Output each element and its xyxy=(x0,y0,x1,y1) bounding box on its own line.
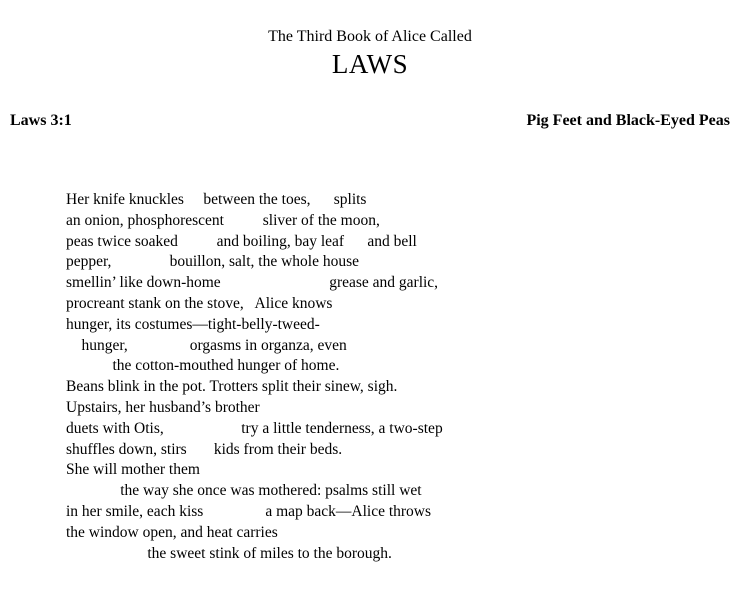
poem-line xyxy=(66,398,686,419)
poem-line-segment: in her smile, each kiss xyxy=(66,502,204,520)
book-title: The Third Book of Alice Called xyxy=(268,28,472,45)
poem-line-segment: shuffles down, stirs xyxy=(66,440,187,458)
poem-line-segment: and boiling, bay leaf xyxy=(216,232,345,250)
poem-line-segment: procreant stank on the stove, xyxy=(66,294,244,312)
poem-line-segment: splits xyxy=(333,191,367,208)
poem-line-segment: between the toes, xyxy=(203,191,311,208)
book-name: LAWS xyxy=(331,49,409,79)
poem-line-segment: hunger, its costumes—tight-belly-tweed- xyxy=(66,315,320,333)
poem-line-segment: Upstairs, her husband’s brother xyxy=(66,398,260,416)
poem-line-segment: a map back—Alice throws xyxy=(265,502,432,520)
poem-line xyxy=(66,315,686,336)
poem-line xyxy=(66,294,686,315)
poem-line-segment: the way she once was mothered: psalms still wet xyxy=(120,482,422,500)
poem-line-segment: an onion, phosphorescent xyxy=(66,211,224,229)
poem-line-segment: the cotton-mouthed hunger of home. xyxy=(112,357,340,375)
section-label: Laws 3:1 xyxy=(10,112,72,129)
poem-line-segment: peas twice soaked xyxy=(66,232,178,250)
poem-line-segment: grease and garlic, xyxy=(329,274,439,292)
poem-line-segment: hunger, xyxy=(81,336,128,354)
poem-line-segment: smellin’ like down-home xyxy=(66,274,221,292)
poem-line xyxy=(66,544,686,565)
poem-line xyxy=(66,211,686,232)
poem-line-segment: the sweet stink of miles to the borough. xyxy=(147,544,392,562)
poem-line-segment: orgasms in organza, even xyxy=(189,336,347,354)
poem-line-segment: sliver of the moon, xyxy=(262,211,380,229)
poem-line xyxy=(66,440,686,461)
poem-line-segment: kids from their beds. xyxy=(213,440,343,458)
poem-line xyxy=(66,419,686,440)
poem-line-segment: pepper, xyxy=(66,253,112,271)
poem-line xyxy=(66,523,686,544)
poem-line-segment: try a little tenderness, a two-step xyxy=(241,419,443,437)
poem-line xyxy=(66,336,686,357)
poem-body xyxy=(66,190,686,564)
poem-line xyxy=(66,273,686,294)
poem-title: Pig Feet and Black-Eyed Peas xyxy=(526,112,730,129)
poem-line xyxy=(66,460,686,481)
poem-line xyxy=(66,252,686,273)
poem-line-segment: and bell xyxy=(367,232,417,250)
poem-line xyxy=(66,232,686,253)
poem-line xyxy=(66,190,686,211)
poem-line-segment: the window open, and heat carries xyxy=(66,523,278,541)
poem-line xyxy=(66,481,686,502)
poem-line-segment: Beans blink in the pot. Trotters split their sinew, sigh. xyxy=(66,378,398,396)
poem-line xyxy=(66,377,686,398)
poem-line-segment: Alice knows xyxy=(254,294,333,312)
poem-line-segment: Her knife knuckles xyxy=(66,191,184,208)
poem-line xyxy=(66,502,686,523)
poem-line-segment: bouillon, salt, the whole house xyxy=(169,253,359,271)
poem-line xyxy=(66,356,686,377)
poem-line-segment: She will mother them xyxy=(66,461,200,479)
poem-line-segment: duets with Otis, xyxy=(66,419,164,437)
